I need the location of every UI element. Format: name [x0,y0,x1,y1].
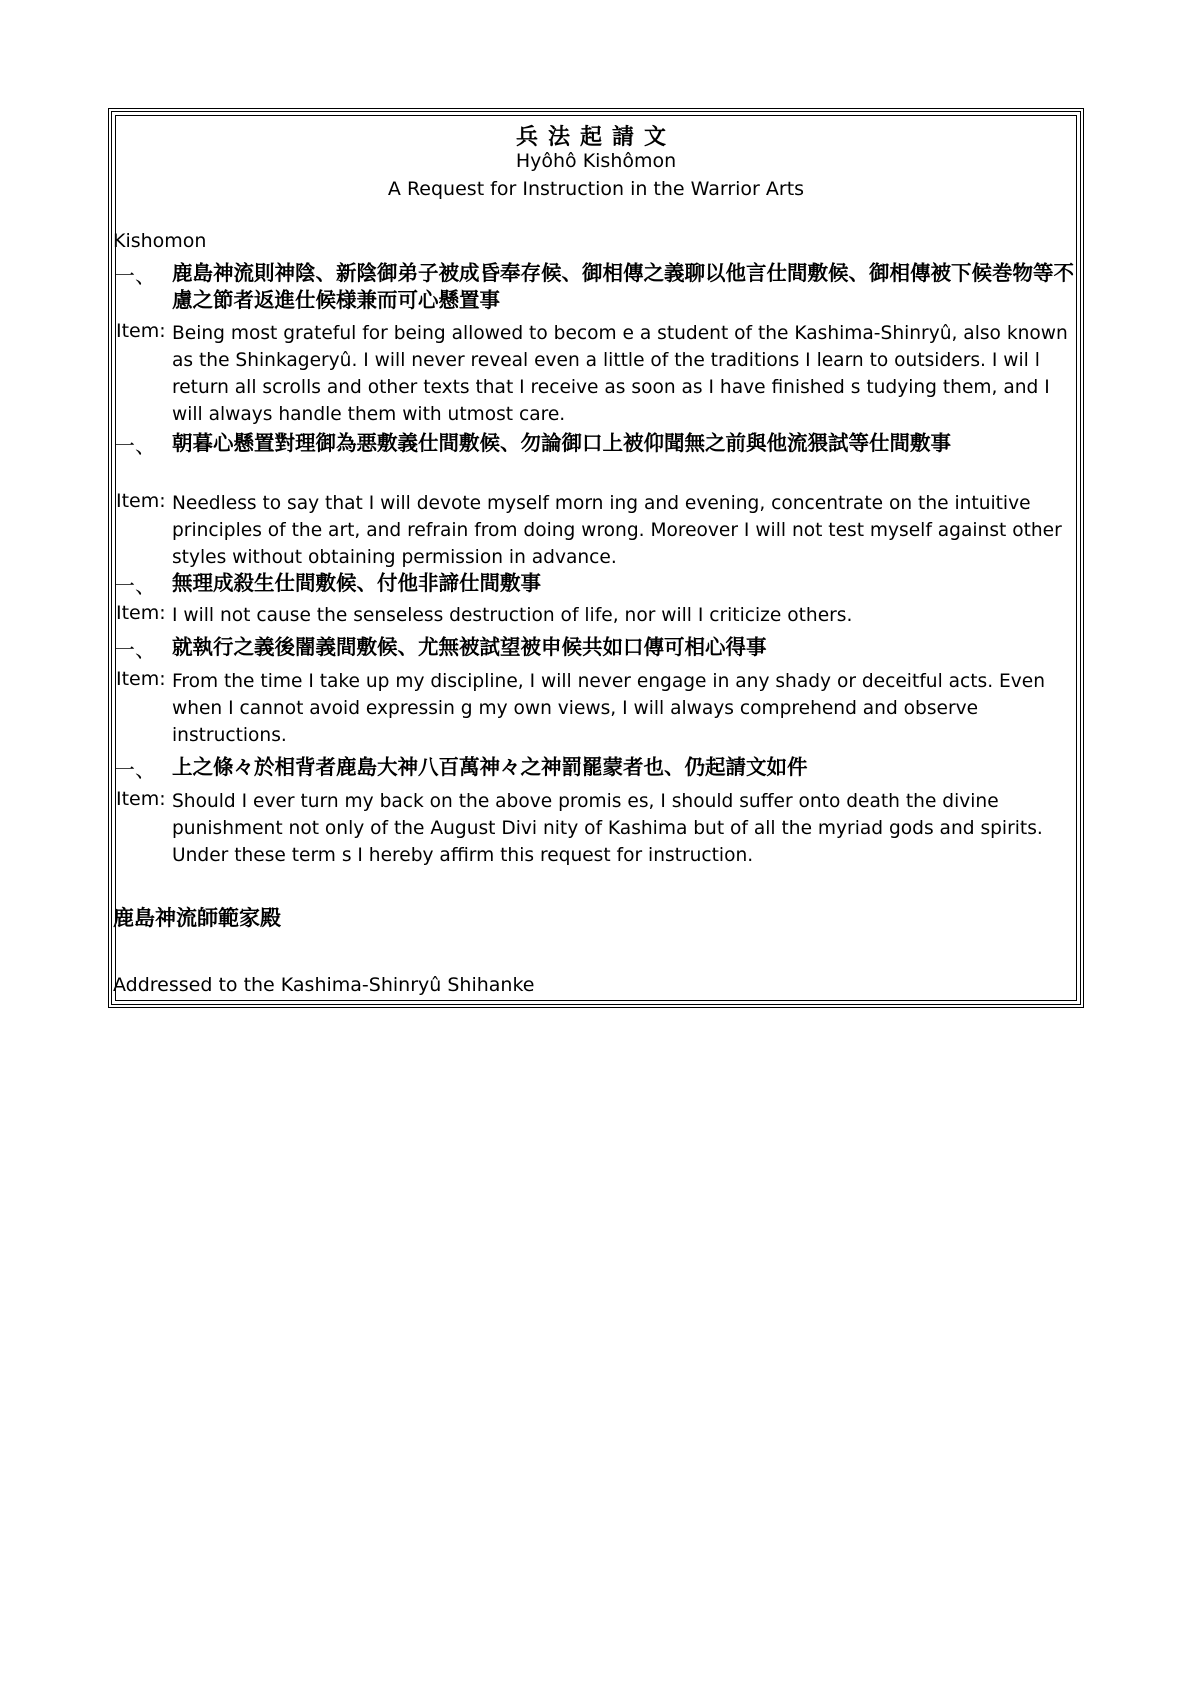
item-label: Item: [116,788,166,810]
article-mark: 一、 [114,574,156,598]
article-jp-text: 無理成殺生仕間敷候、付他非諦仕間敷事 [172,571,541,595]
addressee-en: Addressed to the Kashima-Shinryû Shihanke [113,974,535,996]
item-label: Item: [116,320,166,342]
document-title-romaji: Hyôhô Kishômon [515,150,677,172]
article-jp-text: 鹿島神流則神陰、新陰御弟子被成昏奉存候、御相傳之義聊以他言仕間敷候、御相傳被下候巻物等不慮之節者返進仕候様兼而可心懸置事 [172,261,1074,312]
article-mark: 一、 [114,758,156,782]
document-frame [108,108,1084,1008]
document-title-jp: 兵法起請文 [515,125,676,150]
article-mark: 一、 [114,638,156,662]
article-en-text: I will not cause the senseless destruction of life, nor will I criticize others. [172,605,853,626]
document-subtitle: A Request for Instruction in the Warrior Arts [387,178,805,200]
article-jp-text: 就執行之義後闇義間敷候、尤無被試望被申候共如口傳可相心得事 [172,635,767,659]
article-mark: 一、 [114,434,156,458]
item-label: Item: [116,668,166,690]
article-en-text: Needless to say that I will devote myself morn ing and evening, concentrate on the intuitive principles of the art, and refrain from doing wrong. Moreover I will not test myself against other styles without obtaining permission in advance. [172,493,1062,568]
article-en-text: Being most grateful for being allowed to becom e a student of the Kashima-Shinryû, also known as the Shinkageryû. I will never reveal even a little of the traditions I learn to outsiders. I wil l return all scrolls and other texts that I receive as soon as I have finished s tudying them, and I will always handle them with utmost care. [172,323,1068,425]
item-label: Item: [116,490,166,512]
article-en-text: From the time I take up my discipline, I will never engage in any shady or deceitful acts. Even when I cannot avoid expressin g my own views, I will always comprehend and observe instructions. [172,671,1046,746]
section-label: Kishomon [113,230,207,252]
item-label: Item: [116,602,166,624]
addressee-jp: 鹿島神流師範家殿 [113,906,281,930]
article-en-text: Should I ever turn my back on the above promis es, I should suffer onto death the divine punishment not only of the August Divi nity of Kashima but of all the myriad gods and spirits. Under these term s I hereby affirm this request for instruction. [172,791,1043,866]
article-jp-text: 上之條々於相背者鹿島大神八百萬神々之神罰罷蒙者也、仍起請文如件 [172,755,808,779]
article-mark: 一、 [114,264,156,288]
article-jp-text: 朝暮心懸置對理御為悪敷義仕間敷候、勿論御口上被仰聞無之前與他流猥試等仕間敷事 [172,431,951,455]
